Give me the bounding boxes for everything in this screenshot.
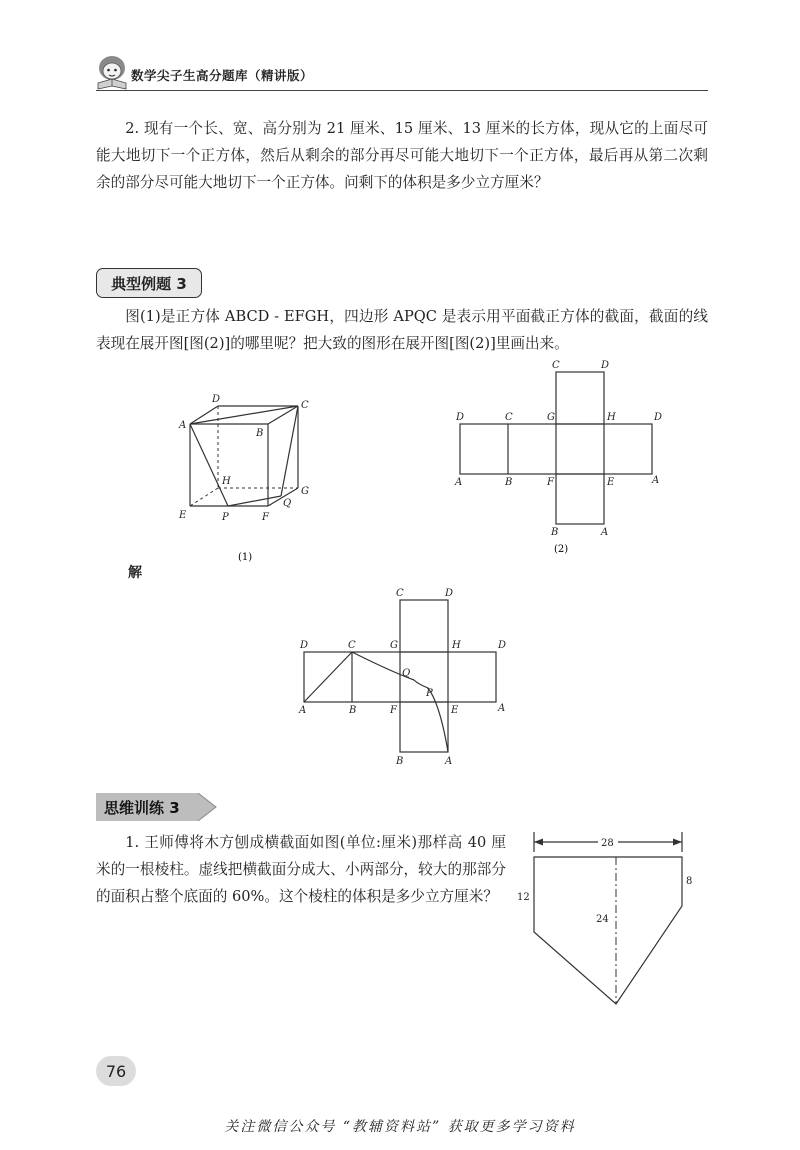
cube-label-a: A — [179, 420, 187, 431]
sol-label-c: C — [348, 640, 356, 651]
solution-label: 解 — [128, 565, 142, 581]
net-label-h: H — [607, 412, 616, 423]
sol-label-b: B — [349, 705, 357, 716]
net-label-bottom-b: B — [551, 527, 559, 538]
problem-2-text: 2. 现有一个长、宽、高分别为 21 厘米、15 厘米、13 厘米的长方体，现从它的上面尽可能大地切下一个正方体，然后从剩余的部分再尽可能大地切下一个正方体，最后再从第二次剩余的部分尽可能大地切下一个正方体。问剩下的体积是多少立方厘米？ — [96, 120, 708, 191]
sol-label-top-c: C — [396, 588, 404, 599]
figure-2-caption: (2) — [554, 544, 569, 555]
sol-label-bottom-b: B — [396, 756, 404, 767]
cube-label-e: E — [179, 510, 187, 521]
book-title: 数学尖子生高分题库（精讲版） — [131, 68, 314, 83]
net-label-g: G — [547, 412, 555, 423]
cube-label-d: D — [212, 394, 221, 405]
training-badge-label: 思维训练 3 — [104, 799, 180, 817]
training-question — [96, 829, 506, 910]
example-badge — [96, 268, 202, 298]
training-question-text: 1. 王师傅将木方刨成横截面如图(单位:厘米)那样高 40 厘米的一根棱柱。虚线把横截面分成大、小两部分，较大的那部分的面积占整个底面的 60%。这个棱柱的体积是多少立方厘米？ — [96, 834, 506, 905]
sol-label-a-right: A — [498, 703, 506, 714]
footer-note: 关注微信公众号 “教辅资料站” 获取更多学习资料 — [224, 1119, 576, 1135]
mascot-logo — [94, 52, 130, 92]
net-label-top-c: C — [552, 360, 560, 371]
net-label-a-left: A — [455, 477, 463, 488]
cross-section-figure — [515, 826, 705, 1012]
sol-label-top-d: D — [445, 588, 454, 599]
example-badge-label: 典型例题 3 — [111, 274, 187, 293]
net-label-top-d: D — [601, 360, 610, 371]
cube-label-p: P — [222, 512, 229, 523]
cube-label-b: B — [256, 428, 264, 439]
sol-label-g: G — [390, 640, 398, 651]
cube-label-h: H — [222, 476, 231, 487]
header-divider — [96, 90, 708, 91]
sol-label-q: Q — [402, 668, 411, 679]
figure-1-cube — [170, 388, 330, 568]
sol-label-d-left: D — [300, 640, 309, 651]
net-label-d-right: D — [654, 412, 663, 423]
problem-2 — [96, 115, 708, 196]
dim-middle: 24 — [596, 914, 609, 925]
net-label-f: F — [547, 477, 554, 488]
sol-label-p: P — [426, 688, 433, 699]
net-label-d-left: D — [456, 412, 465, 423]
sol-label-bottom-a: A — [445, 756, 453, 767]
sol-label-a-left: A — [299, 705, 307, 716]
sol-label-e: E — [451, 705, 459, 716]
page-number: 76 — [96, 1056, 136, 1086]
cube-label-f: F — [262, 512, 269, 523]
cube-label-g: G — [301, 486, 309, 497]
training-badge — [96, 793, 220, 821]
net-label-e: E — [607, 477, 615, 488]
example-question — [96, 303, 708, 357]
net-label-bottom-a: A — [601, 527, 609, 538]
net-label-b: B — [505, 477, 513, 488]
dim-right: 8 — [686, 876, 693, 887]
example-question-text: 图(1)是正方体 ABCD - EFGH，四边形 APQC 是表示用平面截正方体的截面，截面的线表现在展开图[图(2)]的哪里呢？把大致的图形在展开图[图(2)]里画出来。 — [96, 308, 708, 352]
cube-label-q: Q — [283, 498, 292, 509]
net-label-c: C — [505, 412, 513, 423]
dim-left: 12 — [517, 892, 530, 903]
dim-top: 28 — [601, 838, 614, 849]
figure-2-net — [450, 354, 670, 560]
sol-label-d-right: D — [498, 640, 507, 651]
figure-1-caption: (1) — [238, 552, 253, 563]
sol-label-f: F — [390, 705, 397, 716]
cube-label-c: C — [301, 400, 309, 411]
net-label-a-right: A — [652, 475, 660, 486]
sol-label-h: H — [452, 640, 461, 651]
solution-net — [290, 584, 520, 770]
